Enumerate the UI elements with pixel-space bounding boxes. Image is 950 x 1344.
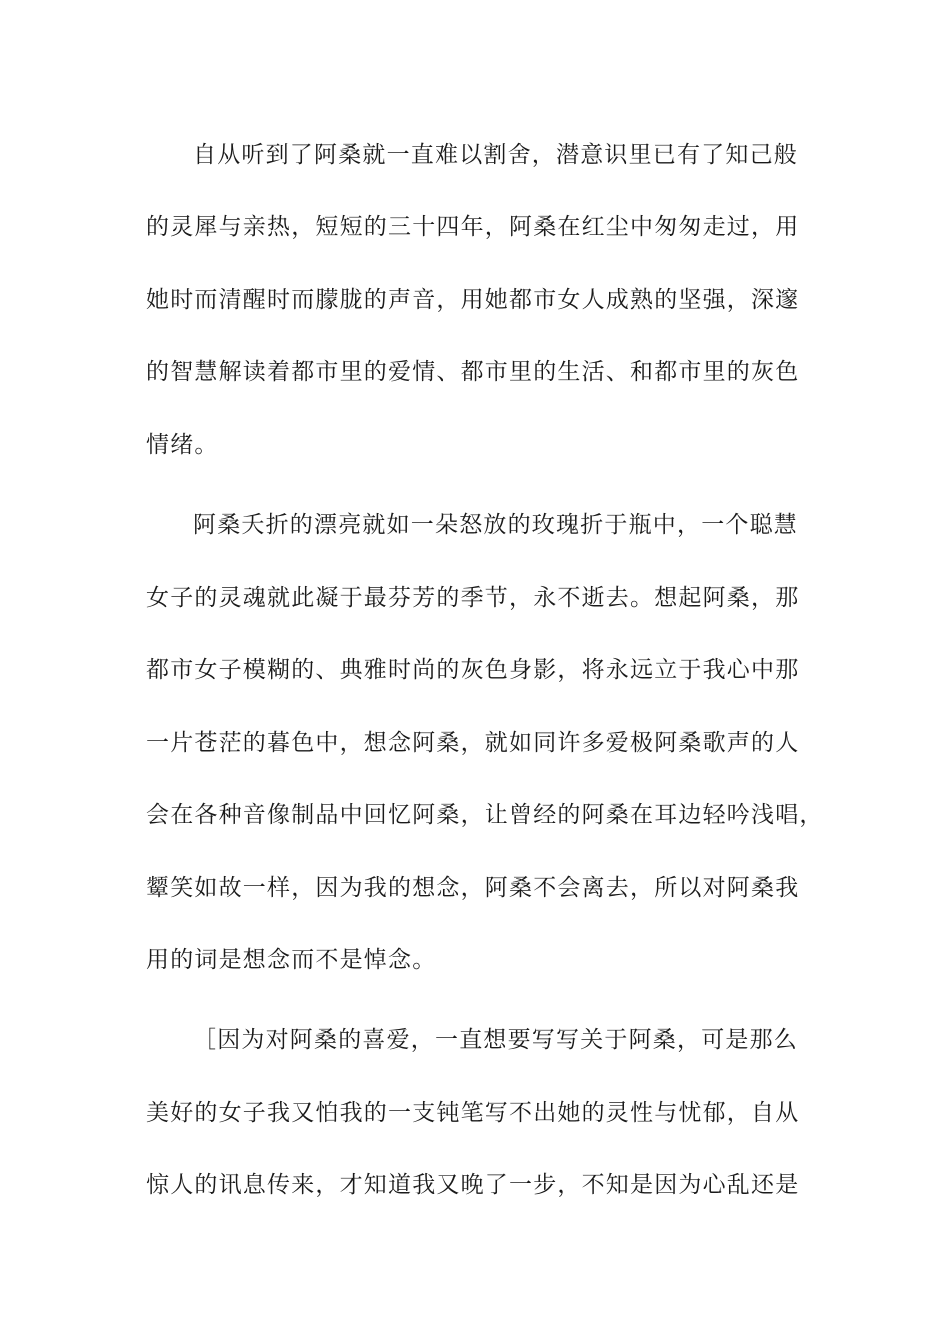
paragraph-line: 用的词是想念而不是悼念。 <box>146 947 437 973</box>
paragraph-line: 女子的灵魂就此凝于最芬芳的季节，永不逝去。想起阿桑，那 <box>146 585 800 611</box>
paragraph-line: 的智慧解读着都市里的爱情、都市里的生活、和都市里的灰色 <box>146 359 800 385</box>
paragraph-line: 美好的女子我又怕我的一支钝笔写不出她的灵性与忧郁，自从 <box>146 1100 800 1126</box>
paragraph-line: 一片苍茫的暮色中，想念阿桑，就如同许多爱极阿桑歌声的人 <box>146 730 800 756</box>
paragraph-line: 颦笑如故一样，因为我的想念，阿桑不会离去，所以对阿桑我 <box>146 875 800 901</box>
paragraph-line: 自从听到了阿桑就一直难以割舍，潜意识里已有了知己般 <box>193 142 798 168</box>
paragraph-line: 的灵犀与亲热，短短的三十四年，阿桑在红尘中匆匆走过，用 <box>146 214 800 240</box>
paragraph-line: 会在各种音像制品中回忆阿桑，让曾经的阿桑在耳边轻吟浅唱， <box>146 802 824 828</box>
paragraph-line: 惊人的讯息传来，才知道我又晚了一步，不知是因为心乱还是 <box>146 1172 800 1198</box>
paragraph-line: 她时而清醒时而朦胧的声音，用她都市女人成熟的坚强，深邃 <box>146 287 800 313</box>
paragraph-line: 阿桑夭折的漂亮就如一朵怒放的玫瑰折于瓶中，一个聪慧 <box>193 512 798 538</box>
paragraph-line: 情绪。 <box>146 432 219 458</box>
paragraph-line: ［因为对阿桑的喜爱，一直想要写写关于阿桑，可是那么 <box>193 1027 798 1053</box>
paragraph-line: 都市女子模糊的、典雅时尚的灰色身影，将永远立于我心中那 <box>146 657 800 683</box>
